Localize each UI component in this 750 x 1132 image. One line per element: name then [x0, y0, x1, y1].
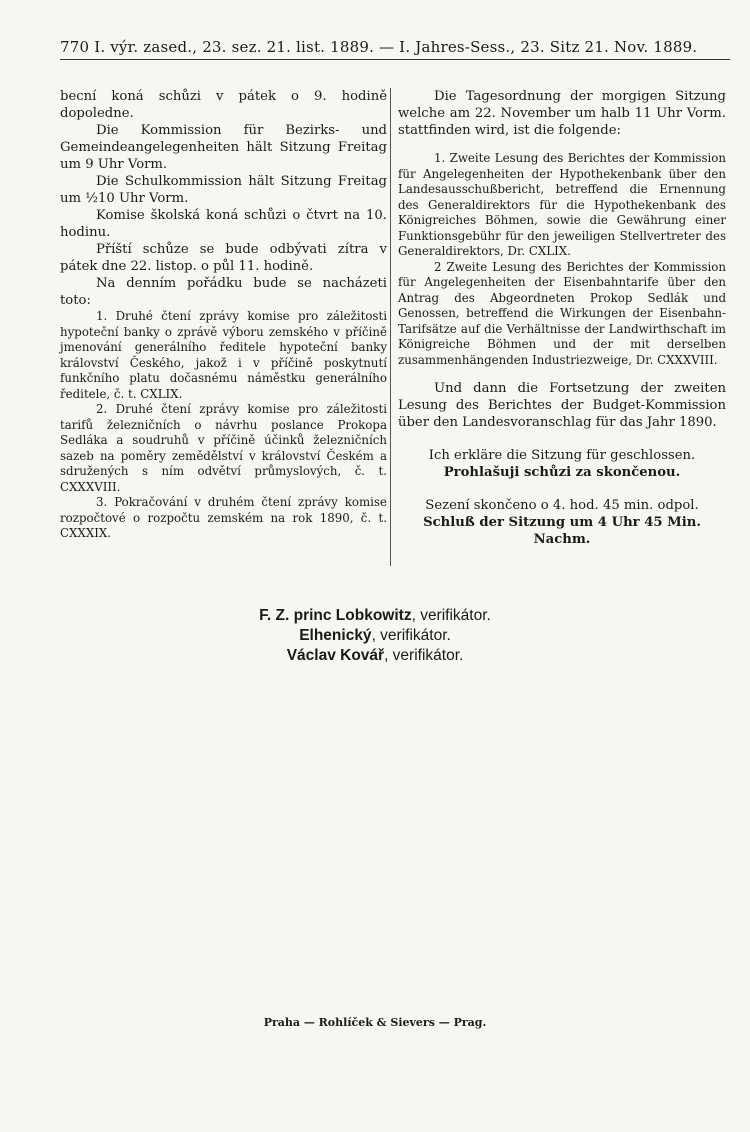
page-header: 770 I. výr. zased., 23. sez. 21. list. 1889. — I. Jahres-Sess., 23. Sitz 21. Nov. 1889. [60, 38, 730, 60]
left-paragraph-3: Die Schulkommission hält Sitzung Freitag um ½10 Uhr Vorm. [60, 174, 387, 206]
session-end-czech: Sezení skončeno o 4. hod. 45 min. odpol. [425, 498, 699, 513]
signature-name: Elhenický [299, 627, 372, 644]
left-agenda-item-2: 2. Druhé čtení zprávy komise pro záležitosti tarifů železničních o návrhu poslance Prokopa Sedláka a soudruhů v příčině účinků železničních sazeb na poměry zemědělství v království Českém a sdružených s ním odvětví průmyslových, č. t. CXXXVIII. [60, 402, 387, 494]
left-agenda-item-1: 1. Druhé čtení zprávy komise pro záležitosti hypoteční banky o zprávě výboru zemského v příčině jmenování generálního ředitele hypoteční banky království Českého, jakož i v příčině poskytnutí funkčního platu dočasnému náměstku generálního ředitele, č. t. CXLIX. [60, 309, 387, 401]
left-agenda-item-3: 3. Pokračování v druhém čtení zprávy komise rozpočtové o rozpočtu zemském na rok 1890, č. t. CXXXIX. [60, 495, 387, 540]
verifier-signatures [0, 606, 750, 666]
right-agenda-item-1: 1. Zweite Lesung des Berichtes der Kommission für Angelegenheiten der Hypothekenbank über den Landesausschußbericht, betreffend die Ernennung des Generaldirektors für die Hypothekenbank des Königreiches Böhmen, sowie die Gewährung einer Funktionsgebühr für den jeweiligen Stellvertreter des Generaldirektors, Dr. CXLIX. [398, 151, 726, 258]
signature-role: , verifikátor. [371, 627, 451, 644]
printer-footer: Praha — Rohlíček & Sievers — Prag. [263, 1016, 487, 1029]
session-end-german: Schluß der Sitzung um 4 Uhr 45 Min. Nachm. [423, 515, 701, 547]
right-column-german [398, 88, 726, 548]
signature-name: F. Z. princ Lobkowitz [259, 607, 412, 624]
signature-name: Václav Kovář [286, 647, 385, 664]
left-paragraph-4: Komise školská koná schůzi o čtvrt na 10. hodinu. [60, 208, 387, 240]
left-paragraph-5: Příští schůze se bude odbývati zítra v pátek dne 22. listop. o půl 11. hodině. [60, 242, 387, 274]
signature-line-1 [0, 606, 750, 626]
left-paragraph-1: becní koná schůzi v pátek o 9. hodině dopoledne. [60, 89, 387, 121]
column-divider [390, 88, 391, 566]
right-paragraph-1: Die Tagesordnung der morgigen Sitzung welche am 22. November um halb 11 Uhr Vorm. stattfinden wird, ist die folgende: [398, 89, 726, 138]
signature-role: , verifikátor. [411, 607, 491, 624]
closing-german: Ich erkläre die Sitzung für geschlossen. [428, 448, 696, 463]
left-paragraph-6: Na denním pořádku bude se nacházeti toto: [60, 276, 387, 308]
signature-role: , verifikátor. [384, 647, 464, 664]
right-agenda-item-2: 2 Zweite Lesung des Berichtes der Kommission für Angelegenheiten der Eisenbahntarife über den Antrag des Abgeordneten Prokop Sedlák und Genossen, betreffend die Wirkungen der Eisenbahn-Tarifsätze auf die Verhältnisse der Landwirthschaft im Königreiche Böhmen und der mit derselben zusammenhängenden Industriezweige, Dr. CXXXVIII. [398, 259, 726, 367]
left-column-czech [60, 88, 387, 542]
left-paragraph-2: Die Kommission für Bezirks- und Gemeindeangelegenheiten hält Sitzung Freitag um 9 Uhr Vorm. [60, 123, 387, 172]
right-agenda-item-3: Und dann die Fortsetzung der zweiten Lesung des Berichtes der Budget-Kommission über den Landesvoranschlag für das Jahr 1890. [398, 381, 726, 430]
closing-czech: Prohlašuji schůzi za skončenou. [443, 465, 681, 480]
signature-line-2 [0, 626, 750, 646]
signature-line-3 [0, 646, 750, 666]
